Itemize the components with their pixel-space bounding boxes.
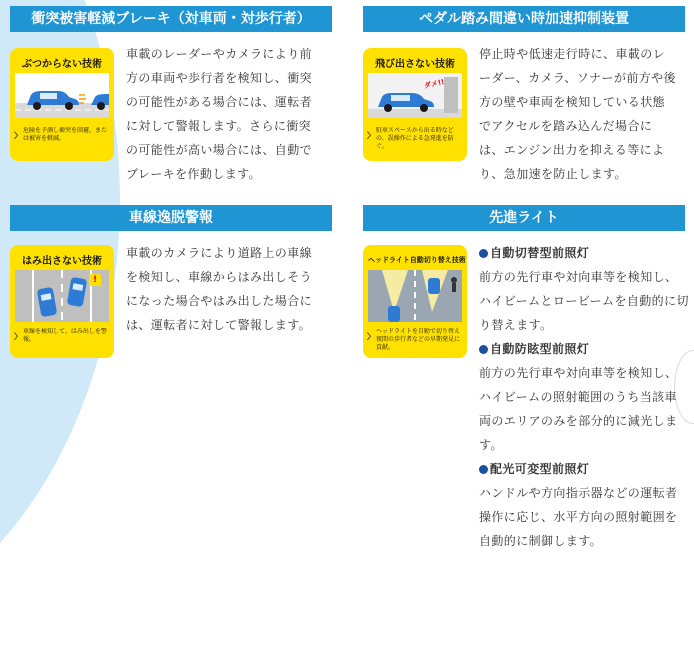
caption-arrow-icon: 〉 [367,131,375,140]
feature-text: 前方の先行車や対向車等を検知し、ハイビームの照射範囲のうち当該車両のエリアのみを部分的に減光します。 [479,366,678,452]
feature-heading: 自動防眩型前照灯 [479,337,689,361]
bullet-icon [479,465,488,474]
badge-caption: 駐車スペースから出る時などの、誤操作による急発進を防ぐ。 [376,127,454,150]
section-description: 車載のレーダーやカメラにより前方の車両や歩行者を検知し、衝突の可能性がある場合には、運転者に対して警報します。さらに衝突の可能性が高い場合には、自動でブレーキを作動します。 [126,47,313,181]
car-collision-illustration [15,73,109,118]
section-title: ペダル踏み間違い時加速抑制装置 [363,6,685,32]
badge-title: ヘッドライト自動切り替え技術 [368,256,466,264]
alert-icon: ! [89,274,101,286]
badge-title: 飛び出さない技術 [375,59,455,70]
section-description [479,241,689,553]
badge-no-sudden-start [363,48,467,161]
parking-car-illustration [368,73,462,118]
headlight-illustration [368,270,462,322]
section-pedal-misapplication [363,6,685,202]
feature-text: ハンドルや方向指示器などの運転者操作に応じ、水平方向の照射範囲を自動的に制御します。 [479,486,678,548]
feature-item [479,457,689,553]
badge-title: ぶつからない技術 [22,59,102,70]
section-title: 衝突被害軽減ブレーキ（対車両・対歩行者） [10,6,332,32]
badge-caption: ヘッドライトを自動で切り替え夜間の歩行者などの早期発見に貢献。 [376,328,461,351]
badge-caption: 危険を予測し衝突を回避、または被害を軽減。 [23,127,108,142]
bullet-icon [479,249,488,258]
section-description: 車載のカメラにより道路上の車線を検知し、車線からはみ出しそうになった場合やはみ出した場合には、運転者に対して警報します。 [126,246,313,332]
feature-item [479,337,689,457]
section-lane-departure [10,205,332,371]
caption-arrow-icon: 〉 [14,332,22,341]
feature-heading: 自動切替型前照灯 [479,241,689,265]
badge-lane-keeping [10,245,114,358]
badge-auto-headlight [363,245,467,358]
lane-departure-illustration [15,270,109,322]
feature-heading: 配光可変型前照灯 [479,457,689,481]
badge-collision-avoidance [10,48,114,161]
bullet-icon [479,345,488,354]
caption-arrow-icon: 〉 [14,131,22,140]
badge-caption: 車線を検知して、はみ出しを警報。 [23,328,107,343]
feature-text: 前方の先行車や対向車等を検知し、ハイビームとロービームを自動的に切り替えます。 [479,270,689,332]
section-collision-brake [10,6,332,202]
section-title: 先進ライト [363,205,685,231]
warning-sign: ダメ!! [423,77,445,91]
section-title: 車線逸脱警報 [10,205,332,231]
badge-title: はみ出さない技術 [22,256,102,267]
section-description: 停止時や低速走行時に、車載のレーダー、カメラ、ソナーが前方や後方の壁や車両を検知している状態でアクセルを踏み込んだ場合には、エンジン出力を抑える等により、急加速を防止します。 [479,47,676,181]
feature-item [479,241,689,337]
caption-arrow-icon: 〉 [367,332,375,341]
section-advanced-lights [363,205,689,548]
